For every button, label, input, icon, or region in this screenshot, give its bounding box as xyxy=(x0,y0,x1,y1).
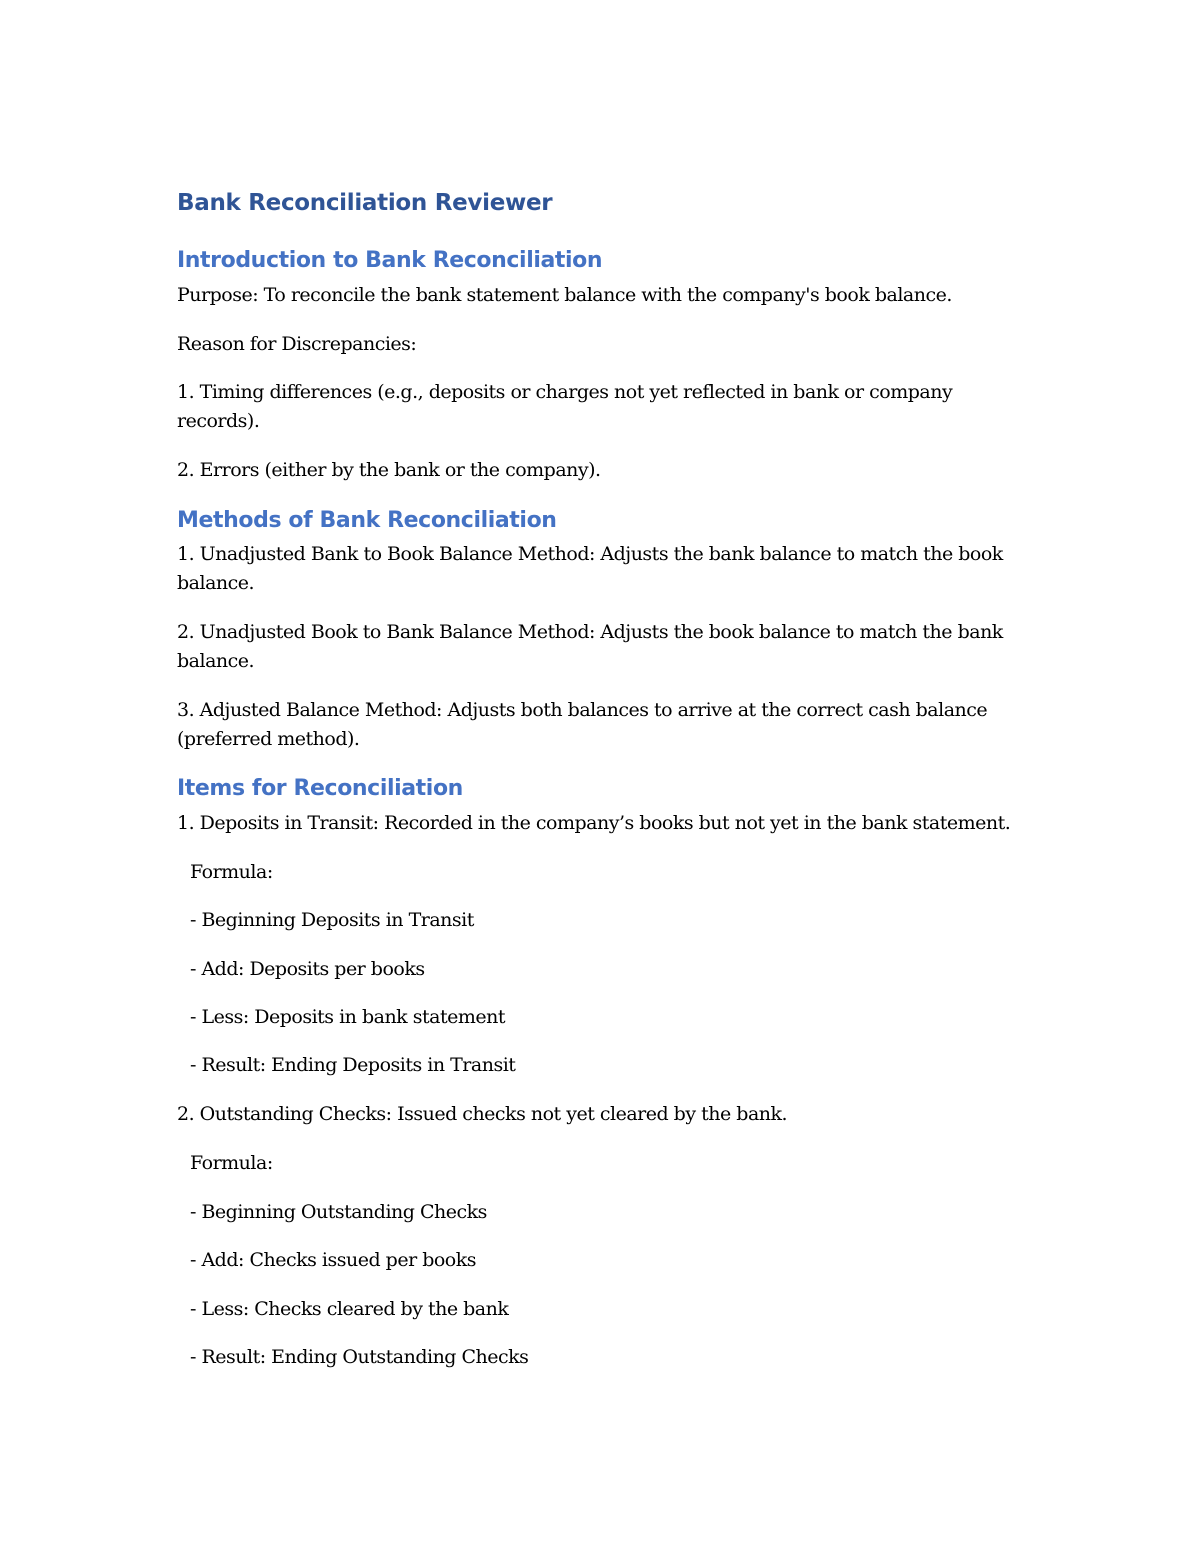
discrepancy-item-timing: 1. Timing differences (e.g., deposits or charges not yet reflected in bank or company records). xyxy=(177,381,953,432)
formula-line: - Add: Deposits per books xyxy=(190,958,425,980)
formula-label: Formula: xyxy=(190,861,273,883)
formula-line: - Result: Ending Deposits in Transit xyxy=(190,1054,516,1076)
formula-line: - Result: Ending Outstanding Checks xyxy=(190,1346,529,1368)
formula-line: - Less: Deposits in bank statement xyxy=(190,1006,505,1028)
document-title: Bank Reconciliation Reviewer xyxy=(177,190,553,216)
method-item-adjusted-balance: 3. Adjusted Balance Method: Adjusts both balances to arrive at the correct cash balance (preferred method). xyxy=(177,699,988,750)
formula-line: - Less: Checks cleared by the bank xyxy=(190,1298,509,1320)
method-item-book-to-bank: 2. Unadjusted Book to Bank Balance Method: Adjusts the book balance to match the bank balance. xyxy=(177,621,1003,672)
section-heading-methods: Methods of Bank Reconciliation xyxy=(177,508,557,533)
discrepancy-item-errors: 2. Errors (either by the bank or the company). xyxy=(177,459,601,481)
item-outstanding-checks: 2. Outstanding Checks: Issued checks not yet cleared by the bank. xyxy=(177,1103,788,1125)
formula-line: - Add: Checks issued per books xyxy=(190,1249,477,1271)
formula-line: - Beginning Outstanding Checks xyxy=(190,1201,487,1223)
formula-label: Formula: xyxy=(190,1152,273,1174)
formula-line: - Beginning Deposits in Transit xyxy=(190,909,474,931)
item-deposits-in-transit: 1. Deposits in Transit: Recorded in the company’s books but not yet in the bank statement. xyxy=(177,812,1011,834)
method-item-bank-to-book: 1. Unadjusted Bank to Book Balance Method: Adjusts the bank balance to match the book balance. xyxy=(177,543,1003,594)
section-heading-items: Items for Reconciliation xyxy=(177,776,463,801)
discrepancies-label: Reason for Discrepancies: xyxy=(177,333,417,355)
purpose-paragraph: Purpose: To reconcile the bank statement balance with the company's book balance. xyxy=(177,284,952,306)
section-heading-introduction: Introduction to Bank Reconciliation xyxy=(177,248,603,273)
